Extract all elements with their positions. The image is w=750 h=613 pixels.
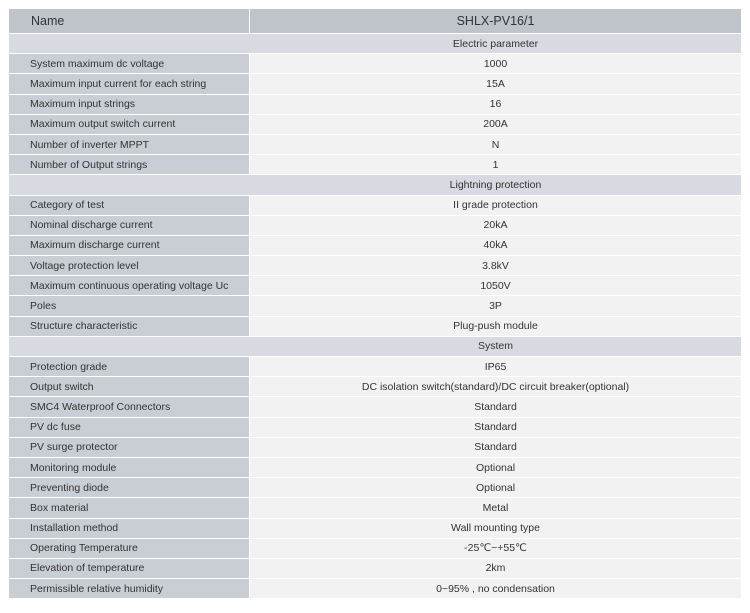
parameter-name: Maximum continuous operating voltage Uc bbox=[9, 276, 250, 295]
parameter-name: Maximum input current for each string bbox=[9, 74, 250, 93]
parameter-name: Category of test bbox=[9, 196, 250, 215]
table-row bbox=[9, 377, 741, 397]
table-row bbox=[9, 539, 741, 559]
section-header-blank bbox=[9, 337, 250, 356]
parameter-name: Number of Output strings bbox=[9, 155, 250, 174]
table-row bbox=[9, 196, 741, 216]
table-row bbox=[9, 579, 741, 599]
table-row bbox=[9, 54, 741, 74]
parameter-value: 3.8kV bbox=[250, 256, 741, 275]
parameter-name: Voltage protection level bbox=[9, 256, 250, 275]
parameter-value: Standard bbox=[250, 418, 741, 437]
parameter-value: N bbox=[250, 135, 741, 154]
parameter-value: Optional bbox=[250, 478, 741, 497]
parameter-value: II grade protection bbox=[250, 196, 741, 215]
table-row bbox=[9, 397, 741, 417]
section-header-row bbox=[9, 337, 741, 357]
table-row bbox=[9, 155, 741, 175]
table-row bbox=[9, 115, 741, 135]
table-row bbox=[9, 135, 741, 155]
parameter-name: Poles bbox=[9, 296, 250, 315]
parameter-name: System maximum dc voltage bbox=[9, 54, 250, 73]
header-name-cell: Name bbox=[9, 9, 250, 33]
section-title: Lightning protection bbox=[250, 175, 741, 194]
parameter-name: Nominal discharge current bbox=[9, 216, 250, 235]
table-row bbox=[9, 458, 741, 478]
parameter-value: 2km bbox=[250, 559, 741, 578]
parameter-value: 40kA bbox=[250, 236, 741, 255]
table-row bbox=[9, 418, 741, 438]
table-row bbox=[9, 95, 741, 115]
table-header bbox=[9, 9, 741, 34]
section-title: System bbox=[250, 337, 741, 356]
table-row bbox=[9, 438, 741, 458]
table-row bbox=[9, 74, 741, 94]
parameter-name: Structure characteristic bbox=[9, 317, 250, 336]
table-row bbox=[9, 216, 741, 236]
parameter-value: 1000 bbox=[250, 54, 741, 73]
parameter-name: Box material bbox=[9, 498, 250, 517]
table-row bbox=[9, 478, 741, 498]
parameter-name: Installation method bbox=[9, 519, 250, 538]
parameter-name: Operating Temperature bbox=[9, 539, 250, 558]
table-row bbox=[9, 296, 741, 316]
parameter-name: Monitoring module bbox=[9, 458, 250, 477]
parameter-value: Standard bbox=[250, 438, 741, 457]
parameter-name: Maximum input strings bbox=[9, 95, 250, 114]
parameter-value: 200A bbox=[250, 115, 741, 134]
parameter-value: 20kA bbox=[250, 216, 741, 235]
parameter-value: Wall mounting type bbox=[250, 519, 741, 538]
table-row bbox=[9, 559, 741, 579]
parameter-value: 3P bbox=[250, 296, 741, 315]
parameter-name: Preventing diode bbox=[9, 478, 250, 497]
parameter-value: 15A bbox=[250, 74, 741, 93]
parameter-value: 1050V bbox=[250, 276, 741, 295]
parameter-name: Number of inverter MPPT bbox=[9, 135, 250, 154]
section-header-row bbox=[9, 175, 741, 195]
parameter-value: 16 bbox=[250, 95, 741, 114]
parameter-value: Standard bbox=[250, 397, 741, 416]
section-title: Electric parameter bbox=[250, 34, 741, 53]
header-model-cell: SHLX-PV16/1 bbox=[250, 9, 741, 33]
parameter-value: 0~95% , no condensation bbox=[250, 579, 741, 598]
parameter-value: -25℃~+55℃ bbox=[250, 539, 741, 558]
table-row bbox=[9, 256, 741, 276]
parameter-value: DC isolation switch(standard)/DC circuit breaker(optional) bbox=[250, 377, 741, 396]
parameter-name: Permissible relative humidity bbox=[9, 579, 250, 598]
parameter-value: 1 bbox=[250, 155, 741, 174]
section-header-blank bbox=[9, 34, 250, 53]
parameter-value: IP65 bbox=[250, 357, 741, 376]
table-row bbox=[9, 317, 741, 337]
section-header-blank bbox=[9, 175, 250, 194]
parameter-name: PV dc fuse bbox=[9, 418, 250, 437]
parameter-value: Metal bbox=[250, 498, 741, 517]
section-header-row bbox=[9, 34, 741, 54]
table-row bbox=[9, 498, 741, 518]
parameter-name: Maximum output switch current bbox=[9, 115, 250, 134]
table-row bbox=[9, 357, 741, 377]
parameter-name: Output switch bbox=[9, 377, 250, 396]
spec-table bbox=[9, 9, 741, 599]
parameter-name: Maximum discharge current bbox=[9, 236, 250, 255]
parameter-name: PV surge protector bbox=[9, 438, 250, 457]
parameter-value: Optional bbox=[250, 458, 741, 477]
parameter-name: SMC4 Waterproof Connectors bbox=[9, 397, 250, 416]
parameter-name: Protection grade bbox=[9, 357, 250, 376]
parameter-value: Plug-push module bbox=[250, 317, 741, 336]
table-row bbox=[9, 519, 741, 539]
table-row bbox=[9, 236, 741, 256]
table-row bbox=[9, 276, 741, 296]
parameter-name: Elevation of temperature bbox=[9, 559, 250, 578]
